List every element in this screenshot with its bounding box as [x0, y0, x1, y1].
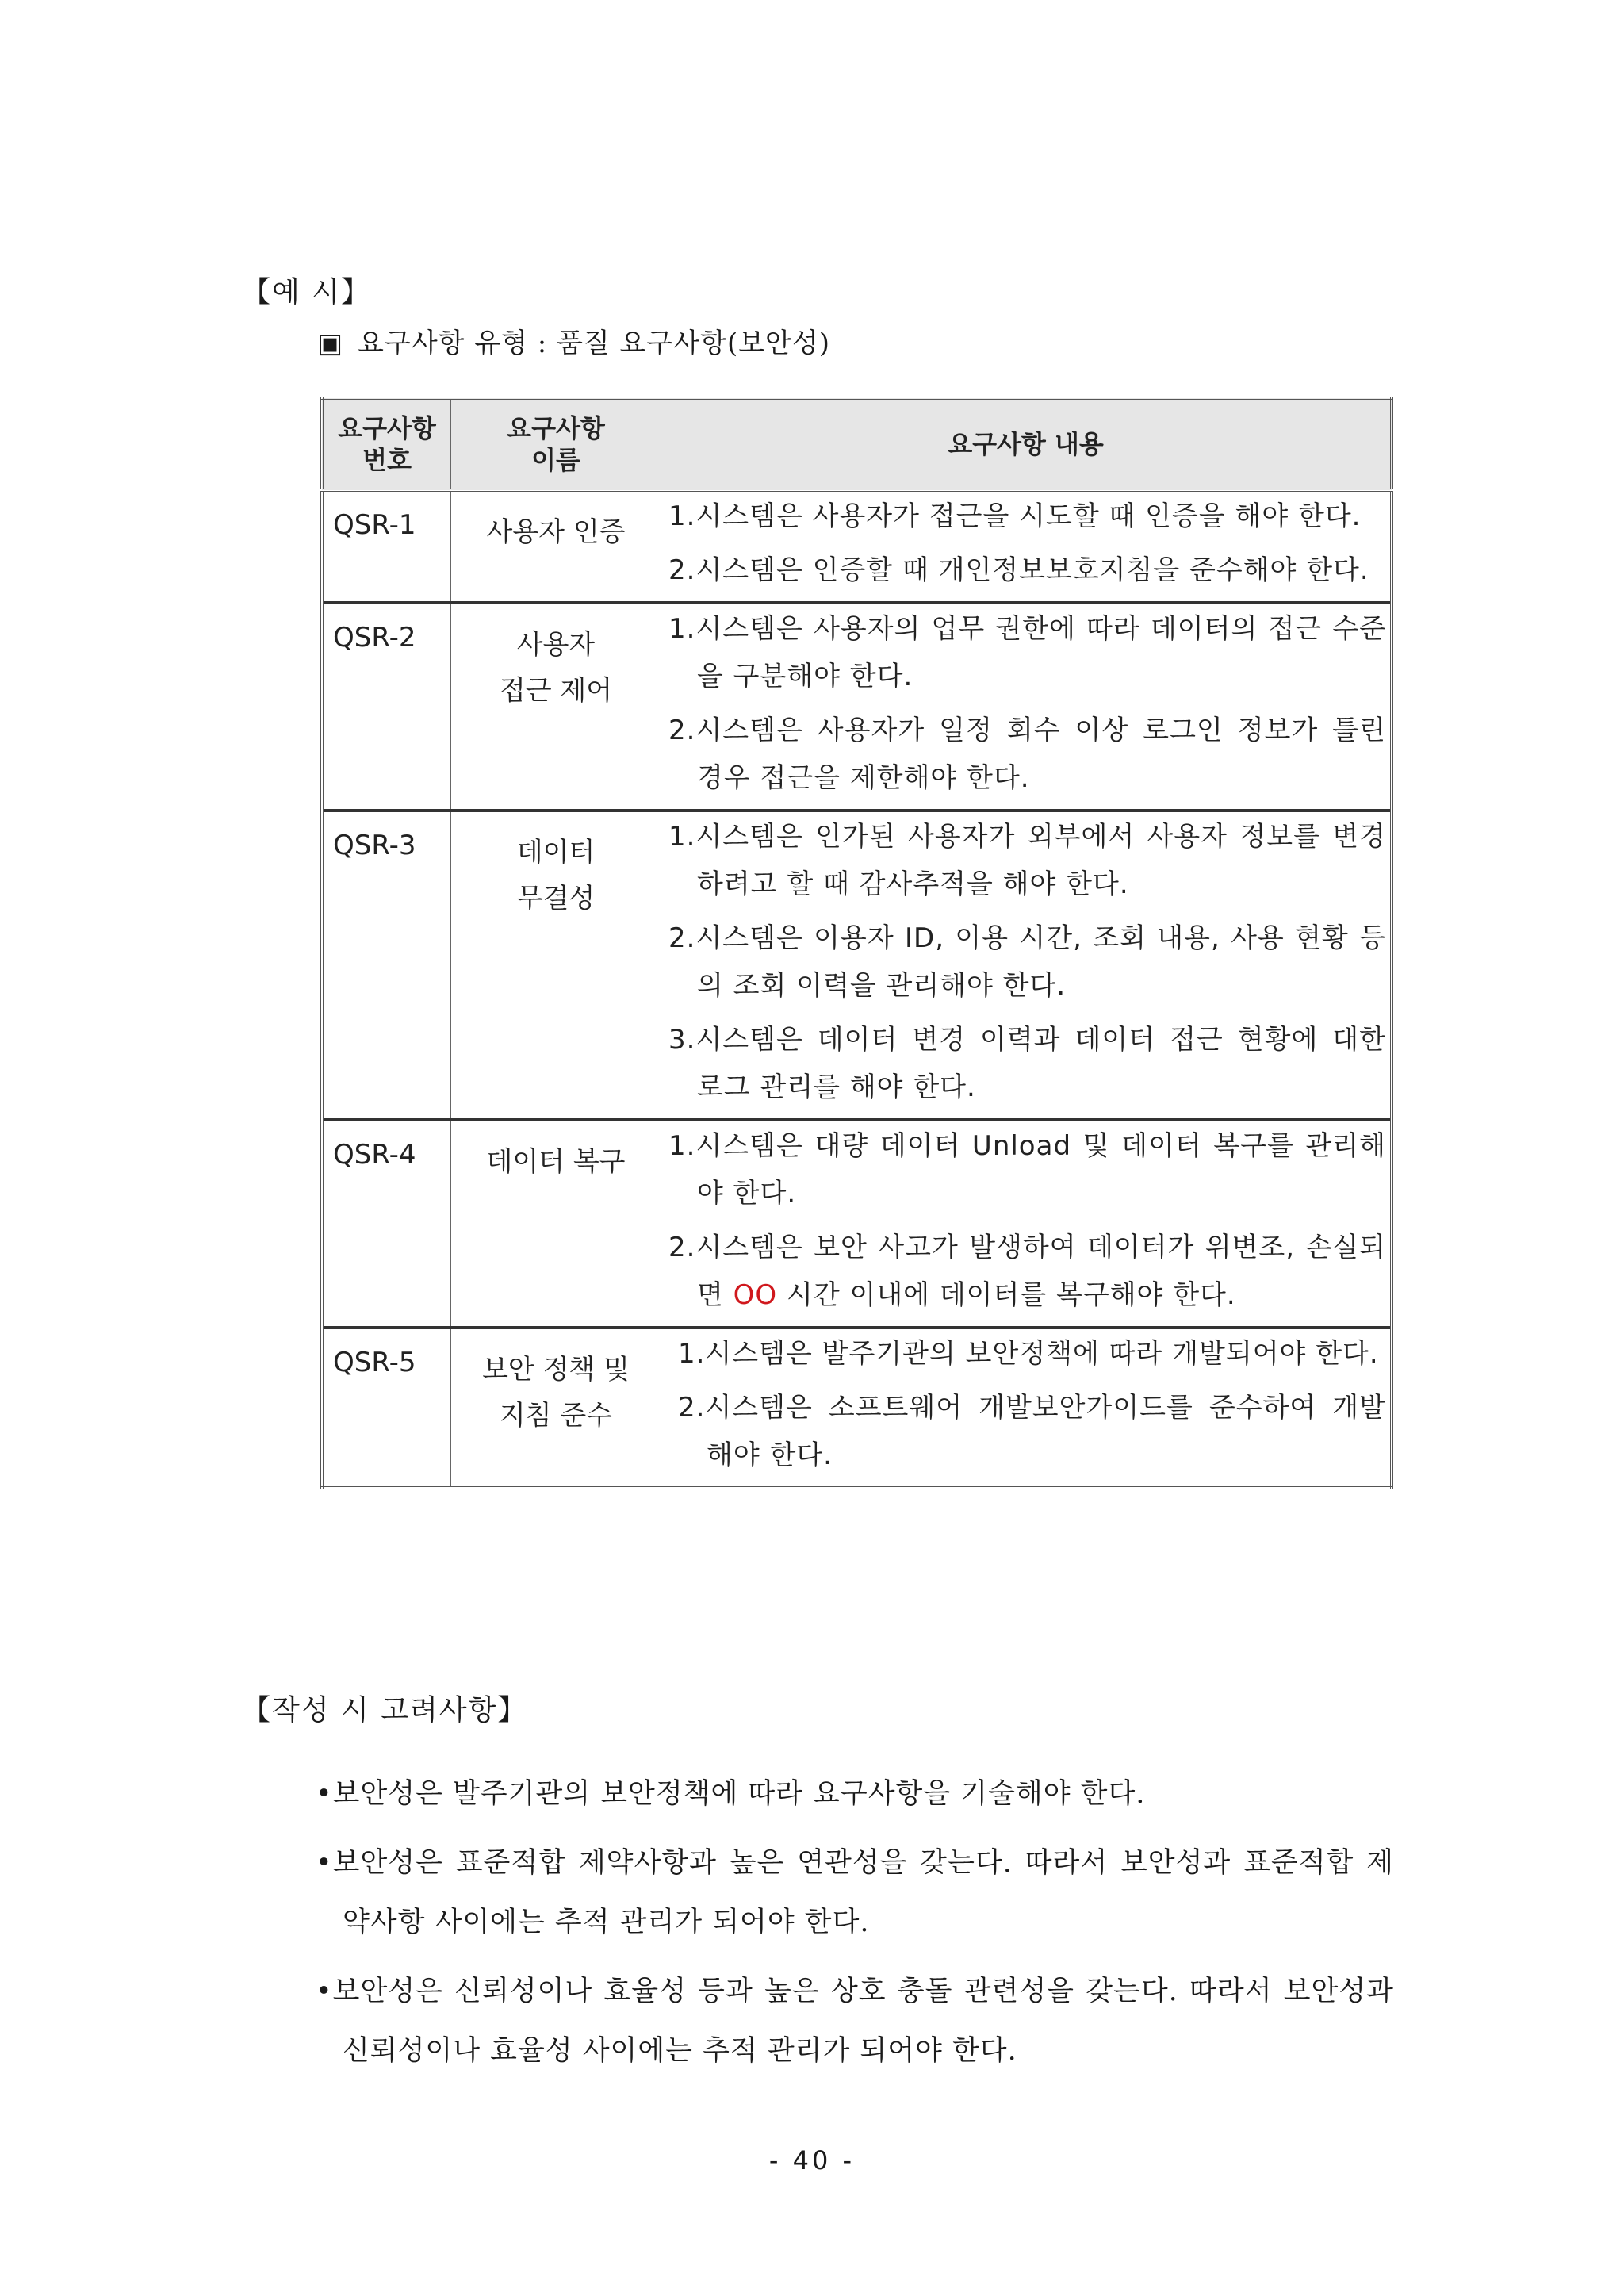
table-row: [322, 1328, 1392, 1488]
table-row: [322, 811, 1392, 1120]
requirement-content: [661, 1328, 1392, 1488]
placeholder-highlight: OO: [733, 1279, 778, 1311]
bullet-icon: •: [316, 1976, 333, 2007]
requirement-type-line: [317, 321, 830, 360]
bullet-icon: •: [316, 1778, 333, 1810]
table-header-row: [322, 398, 1392, 490]
bullet-text: 보안성은 발주기관의 보안정책에 따라 요구사항을 기술해야 한다.: [332, 1778, 1146, 1810]
list-item: [316, 1834, 1394, 1953]
requirement-item: 2.시스템은 소프트웨어 개발보안가이드를 준수하여 개발해야 한다.: [678, 1392, 1386, 1471]
requirement-id: QSR-1: [322, 490, 451, 603]
example-heading: 【예 시】: [242, 276, 371, 309]
table-row: [322, 603, 1392, 811]
requirement-item: 1.시스템은 대량 데이터 Unload 및 데이터 복구를 관리해야 한다.: [668, 1130, 1386, 1209]
list-item: [316, 1962, 1394, 2081]
requirement-name: 사용자 인증: [451, 490, 661, 603]
requirement-item: 2.시스템은 사용자가 일정 회수 이상 로그인 정보가 틀린 경우 접근을 제한해야 한다.: [668, 715, 1386, 794]
considerations-heading: 【작성 시 고려사항】: [242, 1694, 528, 1727]
requirement-item: 2.시스템은 인증할 때 개인정보보호지침을 준수해야 한다.: [668, 554, 1369, 586]
header-number: 요구사항 번호: [322, 398, 451, 490]
requirement-name: 사용자 접근 제어: [451, 603, 661, 811]
list-item: [316, 1765, 1394, 1824]
page-number: - 40 -: [768, 2145, 856, 2175]
header-name: 요구사항 이름: [451, 398, 661, 490]
requirement-item: 1.시스템은 발주기관의 보안정책에 따라 개발되어야 한다.: [678, 1338, 1379, 1370]
bullet-text: 보안성은 신뢰성이나 효율성 등과 높은 상호 충돌 관련성을 갖는다. 따라서 보안성과 신뢰성이나 효율성 사이에는 추적 관리가 되어야 한다.: [332, 1976, 1394, 2067]
requirement-id: QSR-3: [322, 811, 451, 1120]
table-row: [322, 490, 1392, 603]
requirement-name: 보안 정책 및 지침 준수: [451, 1328, 661, 1488]
requirement-id: QSR-5: [322, 1328, 451, 1488]
requirement-id: QSR-2: [322, 603, 451, 811]
bullet-text: 보안성은 표준적합 제약사항과 높은 연관성을 갖는다. 따라서 보안성과 표준적합 제약사항 사이에는 추적 관리가 되어야 한다.: [332, 1847, 1394, 1938]
requirement-content: [661, 490, 1392, 603]
requirement-name: 데이터 복구: [451, 1120, 661, 1328]
considerations-list: [316, 1765, 1394, 2091]
requirement-content: [661, 603, 1392, 811]
requirement-item: 1.시스템은 인가된 사용자가 외부에서 사용자 정보를 변경하려고 할 때 감사추적을 해야 한다.: [668, 821, 1386, 900]
requirement-item: [668, 1224, 1386, 1319]
requirement-item: 1.시스템은 사용자가 접근을 시도할 때 인증을 해야 한다.: [668, 500, 1362, 532]
requirement-item: 2.시스템은 이용자 ID, 이용 시간, 조회 내용, 사용 현황 등의 조회 이력을 관리해야 한다.: [668, 922, 1386, 1002]
requirement-type-text: 요구사항 유형 : 품질 요구사항(보안성): [358, 328, 830, 359]
requirements-table: [320, 397, 1393, 1489]
requirement-item-text: 시간 이내에 데이터를 복구해야 한다.: [777, 1279, 1236, 1311]
requirement-id: QSR-4: [322, 1120, 451, 1328]
requirement-name: 데이터 무결성: [451, 811, 661, 1120]
table-row: [322, 1120, 1392, 1328]
requirement-content: [661, 811, 1392, 1120]
requirement-item-text: 2.시스템은 보안 사고가 발생하여 데이터가 위변조, 손실되면: [668, 1232, 1386, 1311]
requirement-content: [661, 1120, 1392, 1328]
requirement-item: 3.시스템은 데이터 변경 이력과 데이터 접근 현황에 대한 로그 관리를 해야 한다.: [668, 1024, 1386, 1103]
header-content: 요구사항 내용: [661, 398, 1392, 490]
requirement-item: 1.시스템은 사용자의 업무 권한에 따라 데이터의 접근 수준을 구분해야 한다.: [668, 613, 1386, 692]
bullet-icon: •: [316, 1847, 333, 1879]
checkbox-square-icon: ▣: [317, 328, 344, 359]
